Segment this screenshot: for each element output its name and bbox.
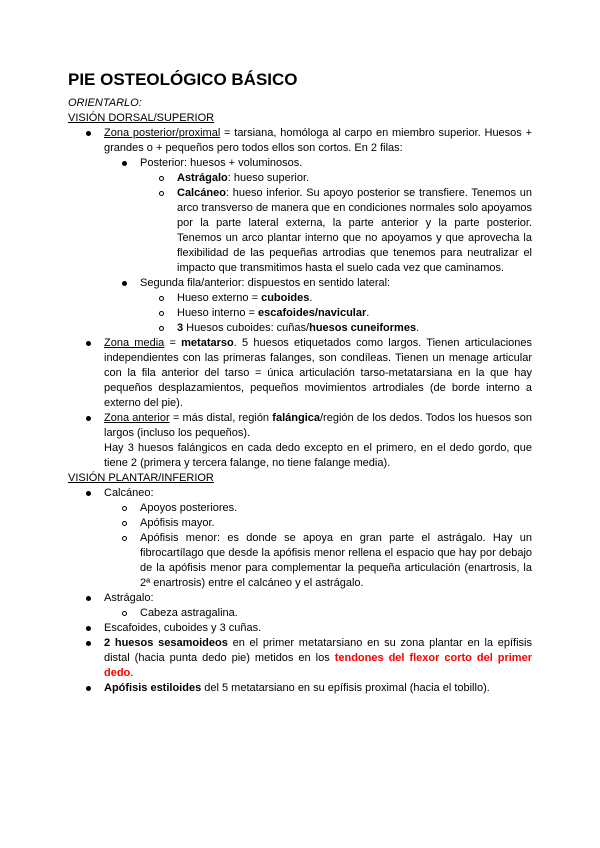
heading-vision-dorsal (68, 111, 532, 126)
para-falanges (68, 441, 532, 471)
bullet-apofisis-menor (68, 531, 532, 591)
text-segment: Posterior: huesos + voluminosos. (140, 157, 303, 169)
bullet-circle-icon (159, 296, 164, 301)
text-segment: Astrágalo: (104, 592, 154, 604)
bullet-disc-icon (86, 491, 91, 496)
bullet-circle-icon (122, 506, 127, 511)
text-segment: huesos cuneiformes (309, 322, 417, 334)
text-segment: Hueso externo = (177, 292, 262, 304)
bullet-disc-icon (86, 641, 91, 646)
text-segment: Zona anterior (104, 412, 170, 424)
text-segment: . (309, 292, 313, 304)
text-segment: : hueso inferior. Su apoyo posterior se transfiere. Tenemos un arco transverso de manera que en condiciones normales solo apoyamos por la parte lateral externa, la parte anterior y la parte posterior. Tenemos un arco plantar interno que no apoyamos y que aprovecha la flexibilidad de las pequeñas artrodias que tenemos para neutralizar el impacto que transmitimos hasta el suelo cada vez que caminamos. (177, 187, 532, 274)
text-segment: tendones del flexor corto del primer dedo (104, 652, 532, 679)
orientarlo-note (68, 96, 532, 111)
text-segment: escafoides/navicular (258, 307, 367, 319)
bullet-apofisis-mayor (68, 516, 532, 531)
bullet-disc-icon (86, 626, 91, 631)
text-segment: falángica (272, 412, 320, 424)
bullet-circle-icon (122, 521, 127, 526)
bullet-disc-icon (86, 341, 91, 346)
bullet-calcaneo-plantar (68, 486, 532, 501)
text-segment: Apoyos posteriores. (140, 502, 238, 514)
bullet-apofisis-estiloides (68, 681, 532, 696)
text-segment: = más distal, región (169, 412, 273, 424)
bullet-astragalo-dorsal (68, 171, 532, 186)
text-segment: cuboides (261, 292, 310, 304)
bullet-apoyos-posteriores (68, 501, 532, 516)
heading-vision-plantar (68, 471, 532, 486)
bullet-zona-media (68, 336, 532, 411)
bullet-disc-icon (86, 416, 91, 421)
text-segment: Segunda fila/anterior: dispuestos en sentido lateral: (140, 277, 391, 289)
text-segment: Apófisis estiloides (104, 682, 202, 694)
bullet-zona-posterior (68, 126, 532, 156)
bullet-cabeza-astragalina (68, 606, 532, 621)
text-segment: Apófisis menor: es donde se apoya en gran parte el astrágalo. Hay un fibrocartílago que desde la apófisis menor rellena el espacio que hay por debajo de la apófisis menor para complementar la pequeña articulación (enartrosis, la 2ª enartrosis) entre el calcáneo y el astrágalo. (140, 532, 532, 589)
text-segment: VISIÓN PLANTAR/INFERIOR (68, 472, 214, 484)
bullet-tres-huesos-cuboides (68, 321, 532, 336)
bullet-circle-icon (122, 536, 127, 541)
bullet-circle-icon (159, 326, 164, 331)
bullet-calcaneo-dorsal (68, 186, 532, 276)
bullet-disc-icon (86, 131, 91, 136)
page-title: PIE OSTEOLÓGICO BÁSICO (68, 70, 298, 89)
bullet-circle-icon (159, 311, 164, 316)
text-segment: 3 (177, 322, 184, 334)
text-segment: . (416, 322, 420, 334)
text-segment: Hay 3 huesos falángicos en cada dedo excepto en el primero, en el dedo gordo, que tiene 2 (primera y tercera falange, no tiene falange media). (104, 442, 532, 469)
bullet-hueso-interno (68, 306, 532, 321)
bullet-segunda-fila (68, 276, 532, 291)
text-segment: : hueso superior. (227, 172, 310, 184)
bullet-posterior (68, 156, 532, 171)
text-segment: en el primer metatarsiano en su zona plantar en la epífisis distal (hacia punta dedo pie) metidos en los (104, 637, 532, 664)
text-segment: Hueso interno = (177, 307, 259, 319)
bullet-escafoides (68, 621, 532, 636)
text-segment: Cabeza astragalina. (140, 607, 238, 619)
text-segment: /región de los dedos. Todos los huesos son largos (incluso los pequeños). (104, 412, 532, 439)
text-segment: Calcáneo (177, 187, 226, 199)
bullet-sesamoideos (68, 636, 532, 681)
bullet-disc-icon (122, 281, 127, 286)
text-segment: = tarsiana, homóloga al carpo en miembro superior. Huesos + grandes o + pequeños pero todos ellos son cortos. En 2 filas: (104, 127, 532, 154)
text-segment: . 5 huesos etiquetados como largos. Tienen articulaciones independientes con las primeras falanges, son condíleas. Tienen un menage articular con la fila anterior del tarso = única articulación tarso-metatarsiana en la que hay pequeños desplazamientos, pequeños movimientos artrodiales (de borde interno a externo del pie). (104, 337, 532, 409)
bullet-astragalo-plantar (68, 591, 532, 606)
text-segment: metatarso (181, 337, 234, 349)
document-body (68, 69, 532, 696)
text-segment: Escafoides, cuboides y 3 cuñas. (104, 622, 262, 634)
bullet-zona-anterior (68, 411, 532, 441)
bullet-circle-icon (159, 191, 164, 196)
text-segment: . (130, 667, 134, 679)
text-segment: Zona media (104, 337, 165, 349)
text-segment: del 5 metatarsiano en su epífisis proximal (hacia el tobillo). (201, 682, 490, 694)
text-segment: Huesos cuboides: cuñas/ (183, 322, 310, 334)
text-segment: 2 huesos sesamoideos (104, 637, 228, 649)
bullet-hueso-externo (68, 291, 532, 306)
bullet-circle-icon (122, 611, 127, 616)
text-segment: Astrágalo (177, 172, 228, 184)
text-segment: VISIÓN DORSAL/SUPERIOR (68, 112, 215, 124)
bullet-disc-icon (86, 596, 91, 601)
text-segment: Calcáneo: (104, 487, 154, 499)
text-segment: Apófisis mayor. (140, 517, 215, 529)
text-segment: ORIENTARLO: (68, 97, 142, 109)
bullet-circle-icon (159, 176, 164, 181)
text-segment: . (366, 307, 370, 319)
text-segment: Zona posterior/proximal (104, 127, 221, 139)
text-segment: = (164, 337, 182, 349)
bullet-disc-icon (122, 161, 127, 166)
bullet-disc-icon (86, 686, 91, 691)
